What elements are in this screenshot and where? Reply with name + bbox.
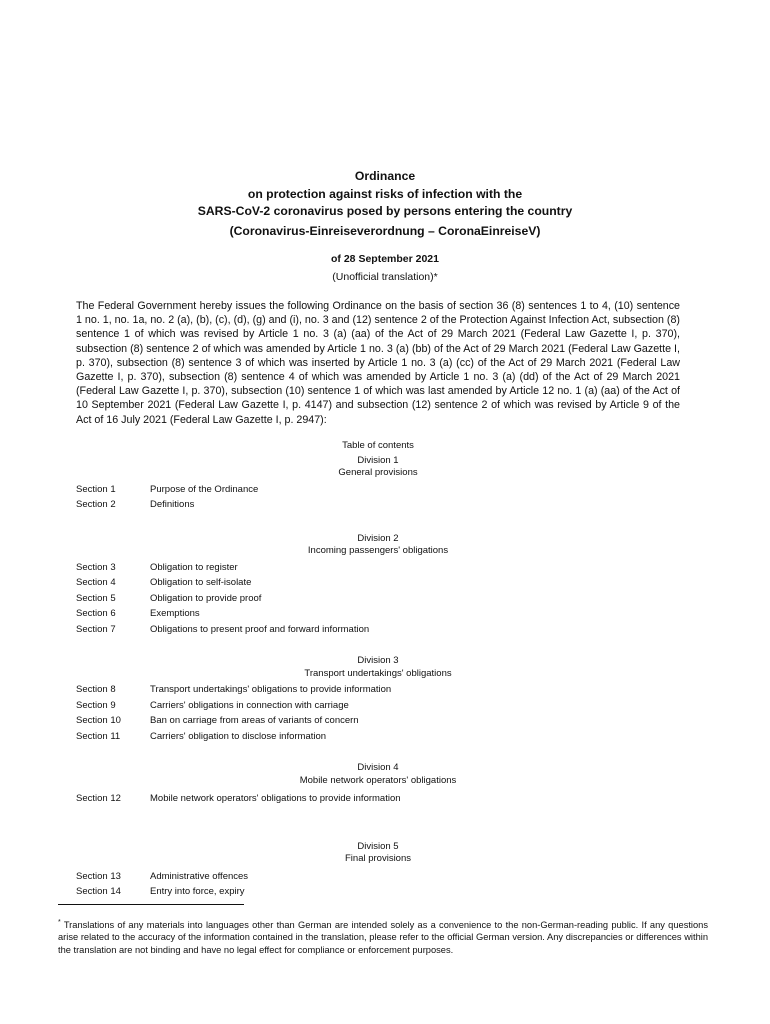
toc-division-3 <box>76 655 680 744</box>
section-number: Section 11 <box>76 730 121 742</box>
section-title: Ban on carriage from areas of variants of concern <box>150 715 359 726</box>
toc-division-2 <box>76 533 680 638</box>
toc-division-4 <box>76 762 680 807</box>
toc-entry <box>76 791 680 807</box>
division-name: Division 2 <box>357 532 399 544</box>
toc-entry <box>76 591 680 607</box>
toc-entry <box>76 560 680 576</box>
toc-entry <box>76 884 680 900</box>
footnote-divider <box>58 904 244 905</box>
section-title: Obligation to provide proof <box>150 592 262 604</box>
toc-entry <box>76 698 680 714</box>
section-number: Section 5 <box>76 592 116 604</box>
section-number: Section 7 <box>76 623 116 635</box>
section-title: Obligations to present proof and forward information <box>150 623 370 635</box>
section-title: Mobile network operators' obligations to provide information <box>150 793 401 804</box>
division-name: Division 5 <box>357 840 399 852</box>
short-title: (Coronavirus-Einreiseverordnung – CoronaEinreiseV) <box>229 223 541 238</box>
division-name: Division 1 <box>357 454 399 466</box>
division-title: Transport undertakings' obligations <box>304 667 452 679</box>
section-number: Section 4 <box>76 577 116 588</box>
section-title: Carriers' obligation to disclose information <box>150 730 327 742</box>
title-line-2: on protection against risks of infection with the <box>247 186 523 201</box>
toc-heading: Table of contents <box>342 440 414 451</box>
section-title: Transport undertakings' obligations to provide information <box>150 684 392 695</box>
section-title: Administrative offences <box>150 870 249 882</box>
translation-note: (Unofficial translation)* <box>332 271 438 283</box>
section-number: Section 6 <box>76 608 116 619</box>
section-number: Section 9 <box>76 699 116 711</box>
section-title: Carriers' obligations in connection with carriage <box>150 699 349 711</box>
table-of-contents <box>76 440 680 900</box>
division-title: Incoming passengers' obligations <box>307 545 449 556</box>
division-title: Mobile network operators' obligations <box>299 774 457 786</box>
section-title: Obligation to self-isolate <box>150 577 252 588</box>
toc-entry <box>76 713 680 729</box>
section-number: Section 1 <box>76 483 116 495</box>
section-title: Exemptions <box>150 608 200 619</box>
section-number: Section 12 <box>76 793 121 804</box>
toc-entry <box>76 622 680 638</box>
footnote-text: Translations of any materials into languages other than German are intended solely as a convenience to the non-German-reading public. If any questions arise related to the accuracy of the information contained in the translation, please refer to the official German version. Any discrepancies or differences within the translation are not binding and have no legal effect for compliance or enforcement purposes. <box>58 920 708 955</box>
division-title: Final provisions <box>345 853 411 864</box>
toc-entry <box>76 729 680 745</box>
section-number: Section 8 <box>76 684 116 695</box>
toc-division-5 <box>76 841 680 900</box>
document-date: of 28 September 2021 <box>331 253 439 265</box>
title-block <box>0 168 770 284</box>
section-title: Purpose of the Ordinance <box>150 483 259 495</box>
document-title: Ordinance <box>354 169 416 183</box>
title-line-3: SARS-CoV-2 coronavirus posed by persons entering the country <box>197 204 573 218</box>
toc-division-1 <box>76 455 680 513</box>
toc-entry <box>76 482 680 498</box>
section-title: Definitions <box>150 499 195 510</box>
section-number: Section 13 <box>76 870 121 882</box>
division-title: General provisions <box>338 467 418 478</box>
toc-entry <box>76 575 680 591</box>
section-number: Section 10 <box>76 715 121 726</box>
toc-entry <box>76 606 680 622</box>
section-number: Section 3 <box>76 561 116 573</box>
division-name: Division 3 <box>357 655 399 666</box>
footnote <box>58 917 708 956</box>
division-name: Division 4 <box>357 762 399 773</box>
intro-paragraph: The Federal Government hereby issues the following Ordinance on the basis of section 36 (8) sentences 1 to 4, (10) sentence 1 no. 1, no. 1a, no. 2 (a), (b), (c), (d), (g) and (i), no. 3 and (12) sentence 2 of the Protection Against Infection Act, subsection (8) sentence 1 of which was revised by Article 1 no. 3 (a) (aa) of the Act of 29 March 2021 (Federal Law Gazette I, p. 370), subsection (8) sentence 2 of which was amended by Article 1 no. 3 (a) (bb) of the Act of 29 March 2021 (Federal Law Gazette I, p. 370), subsection (8) sentence 3 of which was inserted by Article 1 no. 3 (a) (cc) of the Act of 29 March 2021 (Federal Law Gazette I, p. 370), subsection (8) sentence 4 of which was amended by Article 1 no. 3 (a) (dd) of the Act of 29 March 2021 (Federal Law Gazette I, p. 370), subsection (10) sentence 1 of which was last amended by Article 12 no. 1 (a) (aa) of the Act of 10 September 2021 (Federal Law Gazette I, p. 4147) and subsection (12) sentence 2 of which was revised by Article 9 of the Act of 16 July 2021 (Federal Law Gazette I, p. 2947): <box>76 300 680 426</box>
toc-entry <box>76 497 680 513</box>
section-number: Section 2 <box>76 499 116 510</box>
section-number: Section 14 <box>76 886 121 897</box>
footnote-marker: * <box>58 919 61 926</box>
section-title: Entry into force, expiry <box>150 886 245 897</box>
toc-entry <box>76 682 680 698</box>
toc-entry <box>76 869 680 885</box>
section-title: Obligation to register <box>150 561 238 573</box>
